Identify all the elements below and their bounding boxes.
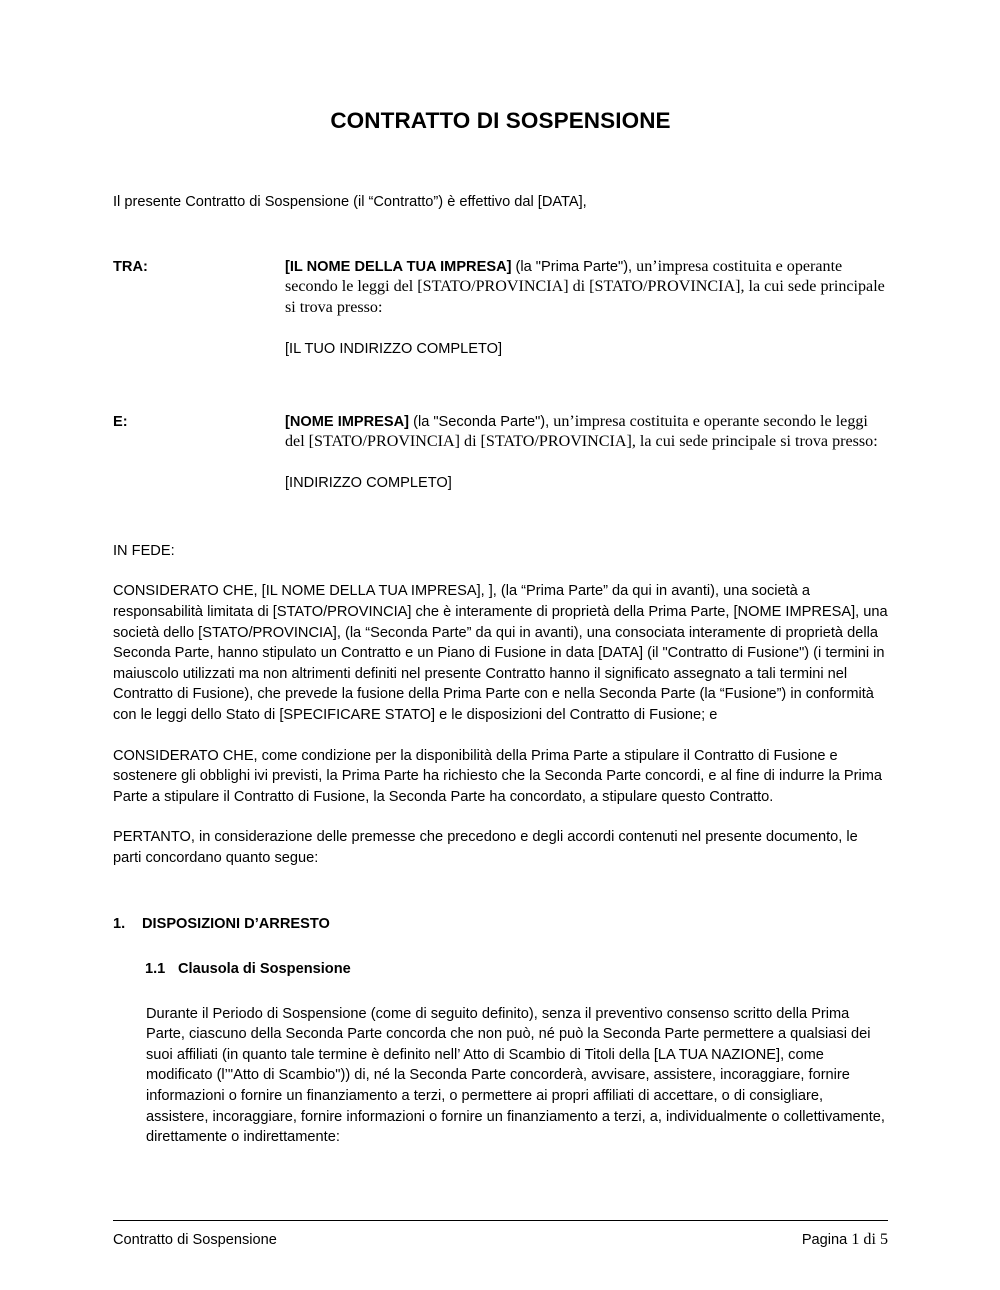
footer-page-indicator (802, 1231, 888, 1249)
party-role-second: (la "Seconda Parte"), (409, 413, 554, 430)
section-title-1: DISPOSIZIONI D’ARRESTO (142, 916, 330, 933)
party-address-second: [INDIRIZZO COMPLETO] (285, 475, 452, 492)
party-address-first: [IL TUO INDIRIZZO COMPLETO] (285, 340, 503, 357)
subsection-number-1-1: 1.1 (145, 961, 166, 978)
intro-paragraph: Il presente Contratto di Sospensione (il “Contratto”) è effettivo dal [DATA], (113, 194, 587, 210)
footer-divider (113, 1220, 888, 1221)
document-content (113, 0, 888, 1162)
recital-paragraph-3: PERTANTO, in considerazione delle premesse che precedono e degli accordi contenuti nel presente documento, le parti concordano quanto segue: (113, 829, 858, 866)
in-fede-label: IN FEDE: (113, 542, 175, 559)
recital-paragraph-1: CONSIDERATO CHE, [IL NOME DELLA TUA IMPRESA], ], (la “Prima Parte” da qui in avanti), una società a responsabilità limitata di [STATO/PROVINCIA] che è interamente di proprietà della Prima Parte, [NOME IMPRESA], una società dello [STATO/PROVINCIA], (la “Seconda Parte” da qui in avanti), una consociata interamente di proprietà della Seconda Parte, hanno stipulato un Contratto e un Piano di Fusione in data [DATA] (il "Contratto di Fusione") (i termini in maiuscolo utilizzati ma non altrimenti definiti nel presente Contratto hanno il significato assegnato a tali termini nel Contratto di Fusione), che prevede la fusione della Prima Parte con e nella Seconda Parte (la “Fusione”) in conformità con le leggi dello Stato di [SPECIFICARE STATO] e le disposizioni del Contratto di Fusione; e (113, 583, 888, 723)
footer-page-word: Pagina (801, 1232, 848, 1248)
footer-document-name: Contratto di Sospensione (113, 1232, 277, 1248)
section-number-1: 1. (113, 916, 126, 933)
subsection-title-1-1: Clausola di Sospensione (178, 961, 351, 978)
page-footer (113, 1220, 888, 1249)
party-label-e: E: (113, 413, 128, 430)
subsection-heading-1-1 (145, 959, 888, 980)
party-description-first: un’impresa costituita e operante secondo le leggi del [STATO/PROVINCIA] di [STATO/PROVINCIA], la cui sede principale si trova presso: (285, 257, 885, 317)
party-name-first: [IL NOME DELLA TUA IMPRESA] (285, 258, 512, 275)
section-heading-1 (113, 914, 888, 935)
clause-paragraph-1-1: Durante il Periodo di Sospensione (come di seguito definito), senza il preventivo consenso scritto della Prima Parte, ciascuno della Seconda Parte concorda che non può, né può la Seconda Parte permettere a qualsiasi dei suoi affiliati (in quanto tale termine è definito nell’ Atto di Scambio di Titoli della [LA TUA NAZIONE], come modificato (l’"Atto di Scambio")) di, né la Seconda Parte concorderà, avvisare, assistere, incoraggiare, fornire informazioni o fornire un finanziamento a terzi, o permettere ai propri affiliati di accettare, o di consigliare, assistere, incoraggiare, fornire informazioni o fornire un finanziamento a terzi, a, individualmente o collettivamente, direttamente o indirettamente: (146, 1005, 885, 1146)
party-label-tra: TRA: (113, 258, 148, 275)
party-body-first (285, 257, 888, 360)
recital-paragraph-2: CONSIDERATO CHE, come condizione per la disponibilità della Prima Parte a stipulare il Contratto di Fusione e sostenere gli obblighi ivi previsti, la Prima Parte ha richiesto che la Seconda Parte concordi, e al fine di indurre la Prima Parte a stipulare il Contratto di Fusione, la Seconda Parte ha concordato, a stipulare questo Contratto. (113, 747, 882, 805)
party-role-first: (la "Prima Parte"), (511, 258, 637, 275)
page-title: CONTRATTO DI SOSPENSIONE (330, 108, 671, 133)
party-description-second: un’impresa costituita e operante secondo le leggi del [STATO/PROVINCIA] di [STATO/PROVINCIA], la cui sede principale si trova presso: (285, 412, 878, 451)
party-block-first (113, 257, 888, 360)
footer-page-numbers: 1 di 5 (851, 1231, 888, 1248)
party-name-second: [NOME IMPRESA] (285, 413, 410, 430)
party-block-second (113, 412, 888, 494)
party-body-second (285, 412, 888, 494)
footer-row (113, 1231, 888, 1249)
